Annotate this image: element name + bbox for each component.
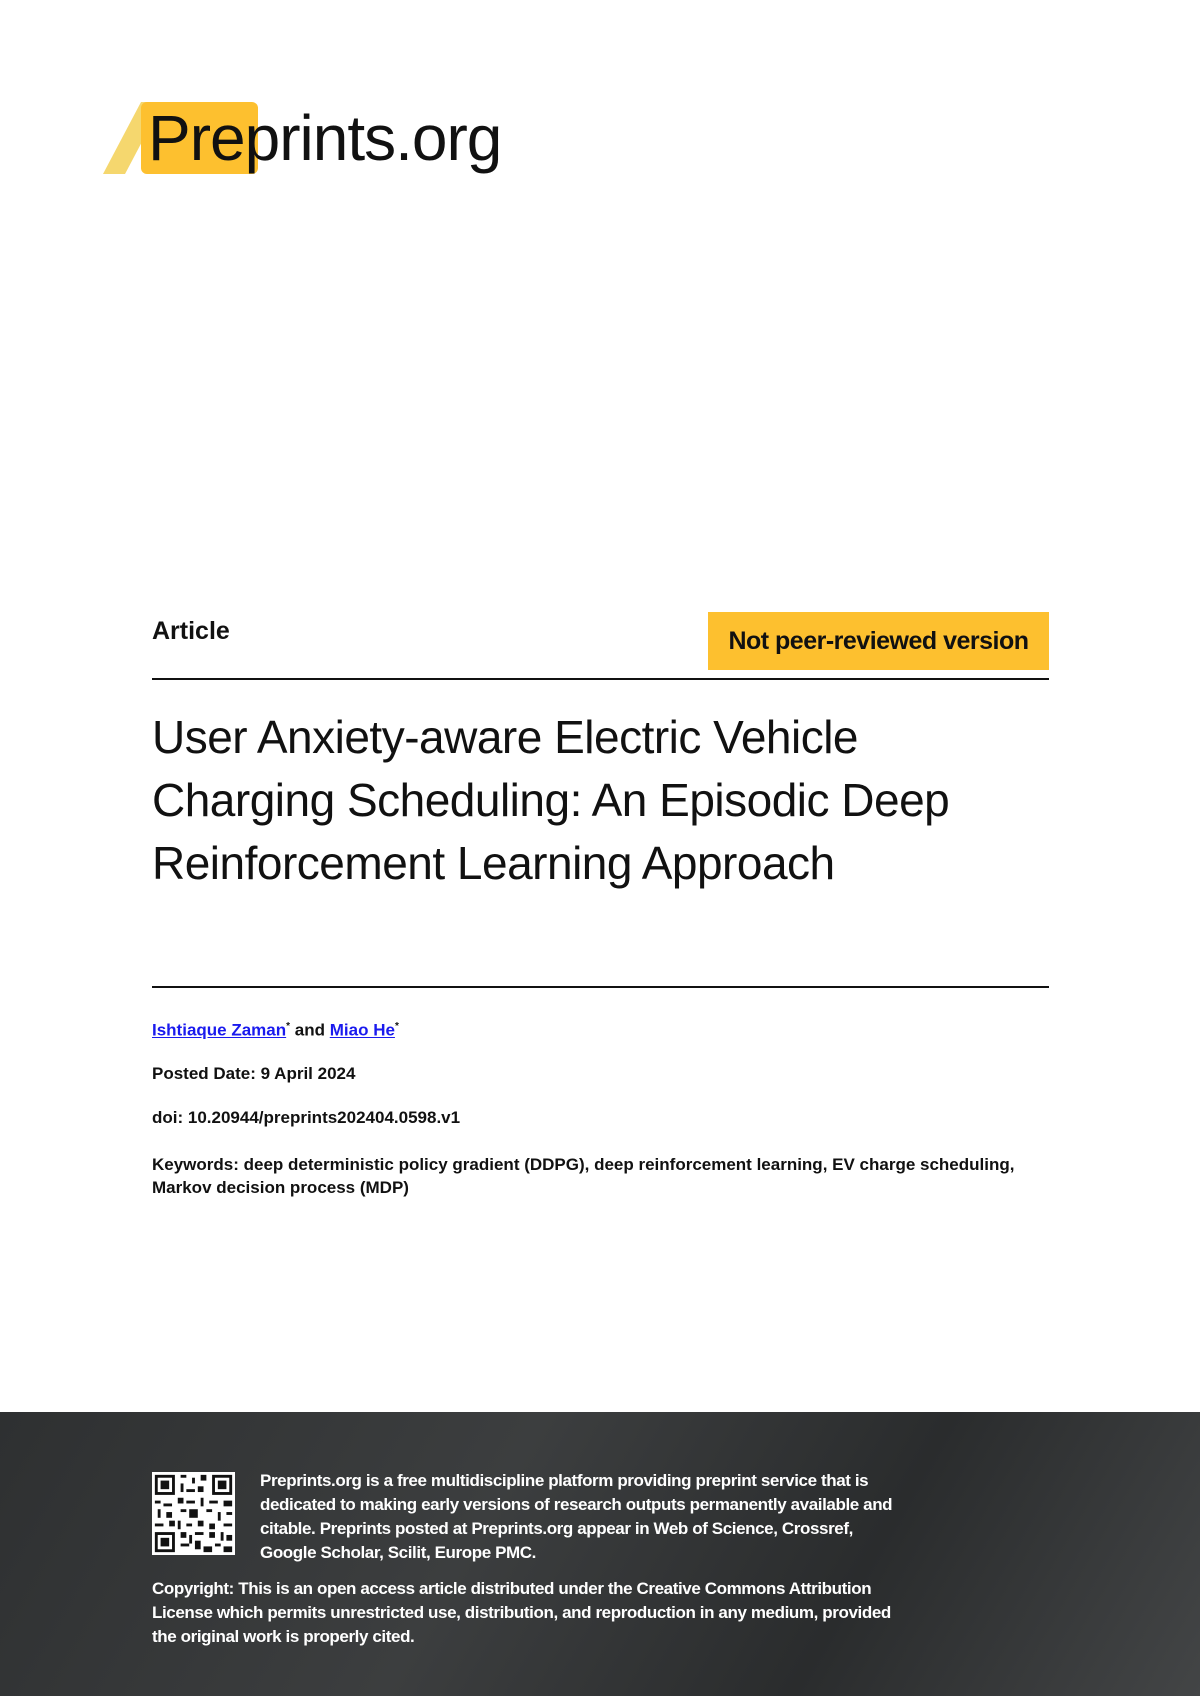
posted-date: Posted Date: 9 April 2024: [152, 1064, 356, 1083]
logo-wordmark: [148, 102, 501, 174]
footer-panel: [0, 1412, 1200, 1696]
author-link-1[interactable]: Ishtiaque Zaman: [152, 1020, 287, 1040]
authors-joiner: and: [294, 1020, 326, 1040]
logo-rest-text: prints.org: [244, 102, 502, 174]
top-divider: [152, 678, 1049, 680]
qr-code-icon[interactable]: [152, 1472, 235, 1555]
platform-description: Preprints.org is a free multidiscipline platform providing preprint service that is dedicated to making early versions of research outputs permanently available and citable. Preprints posted at Preprints.org appear in Web of Science, Crossref, Google Scholar, Scilit, Europe PMC.: [260, 1471, 893, 1562]
article-title: User Anxiety-aware Electric Vehicle Charging Scheduling: An Episodic Deep Reinforcement Learning Approach: [152, 711, 950, 889]
peer-review-badge: Not peer-reviewed version: [708, 612, 1049, 670]
bottom-divider: [152, 986, 1049, 988]
preprints-logo: [103, 102, 563, 178]
author-marker-1: *: [286, 1021, 291, 1032]
copyright-notice: Copyright: This is an open access article distributed under the Creative Commons Attribution License which permits unrestricted use, distribution, and reproduction in any medium, provided the original work is properly cited.: [152, 1579, 891, 1646]
author-marker-2: *: [394, 1021, 399, 1032]
author-list: [152, 1016, 399, 1042]
keywords: Keywords: deep deterministic policy gradient (DDPG), deep reinforcement learning, EV charge scheduling, Markov decision process (MDP): [152, 1155, 1015, 1197]
logo-highlight-text: Pre: [148, 102, 245, 174]
article-type-label: Article: [152, 617, 230, 645]
author-link-2[interactable]: Miao He: [329, 1020, 395, 1040]
doi-line: doi: 10.20944/preprints202404.0598.v1: [152, 1108, 461, 1127]
